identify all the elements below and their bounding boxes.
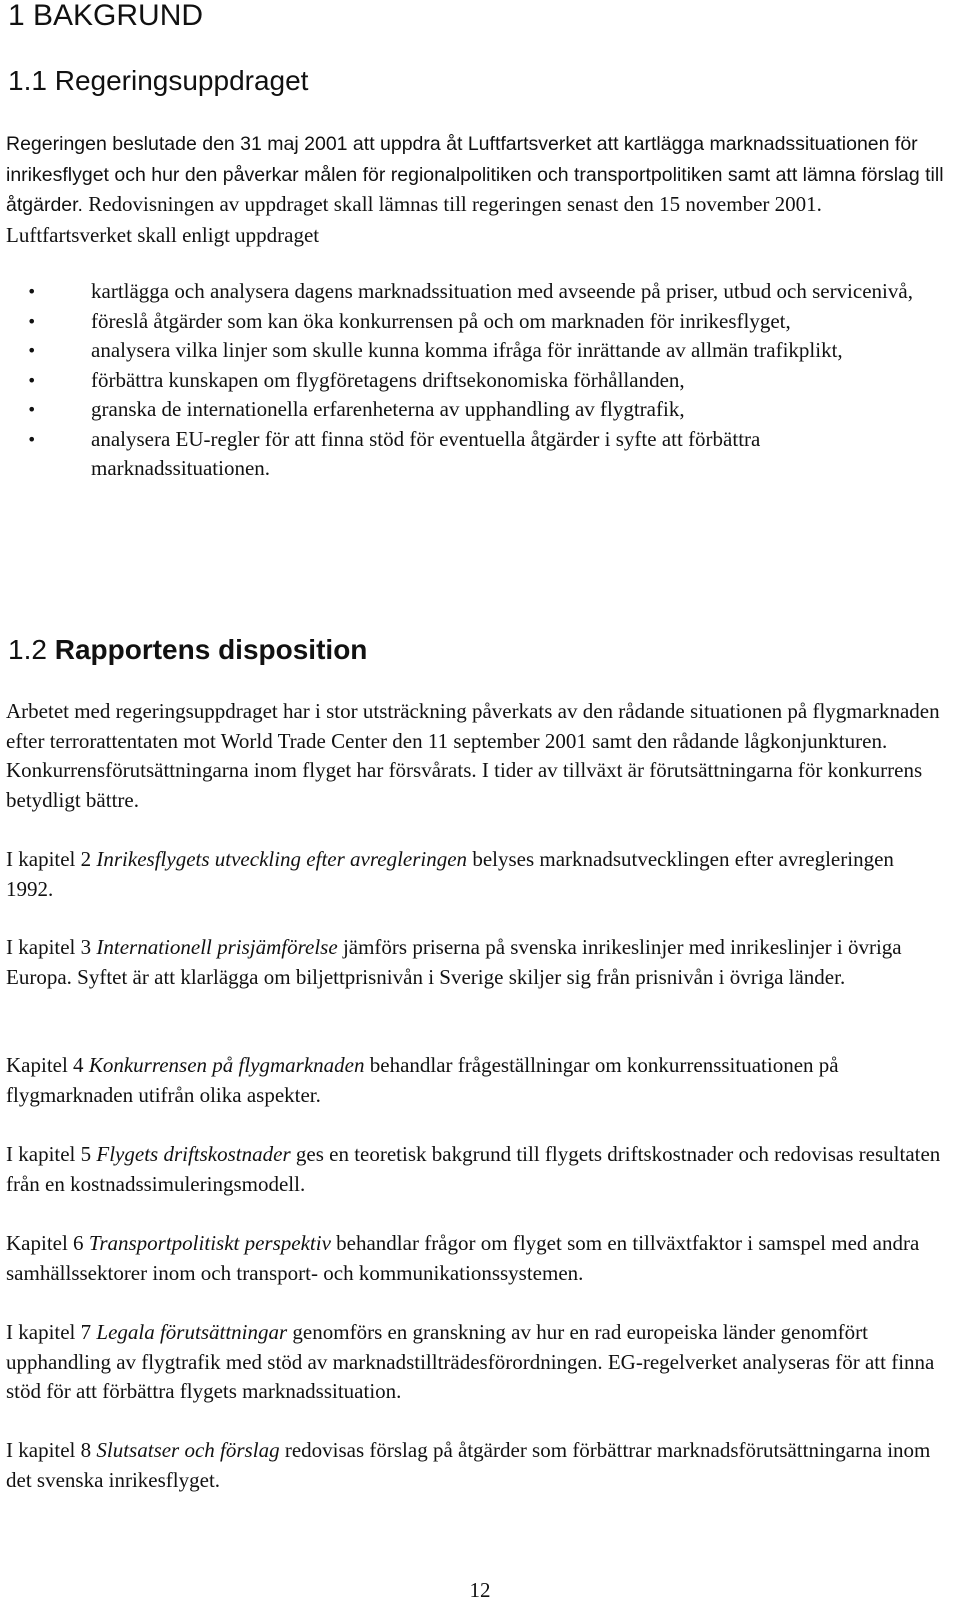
chapter-description: behandlar frågor om flyget som en tillväxtfaktor i samspel med andra samhällssektorer inom och transport- och kommunikationssystemen. (6, 1231, 920, 1285)
chapter-title: Legala förutsättningar (96, 1320, 288, 1344)
chapter-prefix: I kapitel 8 (6, 1438, 97, 1462)
list-item (0, 277, 926, 307)
assignment-text-sans: Regeringen beslutade den 31 maj 2001 att uppdra åt Luftfartsverket att kartlägga marknadssituationen för inrikesflyget och hur den påverkar målen för regionalpolitiken och transportpolitiken samt att lämna förslag till åtgärder. (6, 133, 944, 216)
bullet-icon: • (27, 282, 37, 301)
section-number: 1.2 (8, 634, 47, 665)
chapter-description: redovisas förslag på åtgärder som förbättrar marknadsförutsättningarna inom det svenska inrikesflyget. (6, 1438, 931, 1492)
page-number: 12 (469, 1578, 491, 1602)
section-title: Rapportens disposition (54, 634, 368, 665)
chapter-title: Inrikesflygets utveckling efter avregleringen (96, 847, 468, 871)
assignment-text-serif: Redovisningen av uppdraget skall lämnas till regeringen senast den 15 november 2001. Luftfartsverket skall enligt uppdraget (6, 192, 822, 247)
chapter-8-paragraph (6, 1436, 946, 1495)
chapter-prefix: I kapitel 7 (6, 1320, 97, 1344)
chapter-3-paragraph (6, 933, 946, 992)
chapter-description: ges en teoretisk bakgrund till flygets driftskostnader och redovisas resultaten från en kostnadssimuleringsmodell. (6, 1142, 941, 1196)
chapter-prefix: Kapitel 6 (6, 1231, 89, 1255)
bullet-icon: • (27, 400, 37, 419)
chapter-title: Konkurrensen på flygmarknaden (88, 1053, 365, 1077)
chapter-title: Transportpolitiskt perspektiv (88, 1231, 331, 1255)
bullet-icon: • (27, 429, 37, 449)
bullet-icon: • (27, 311, 37, 331)
chapter-prefix: I kapitel 5 (6, 1142, 97, 1166)
list-item (0, 366, 926, 396)
list-item-text: analysera EU-regler för att finna stöd för eventuella åtgärder i syfte att förbättra marknadssituationen. (91, 426, 761, 480)
chapter-description: behandlar frågeställningar om konkurrenssituationen på flygmarknaden utifrån olika aspekter. (6, 1053, 839, 1107)
section-heading-1-1 (8, 64, 308, 98)
chapter-heading: 1 BAKGRUND (8, 0, 204, 32)
chapter-6-paragraph (6, 1229, 946, 1288)
list-item-text: kartlägga och analysera dagens marknadssituation med avseende på priser, utbud och servicenivå, (91, 279, 913, 303)
list-item-text: granska de internationella erfarenheterna av upphandling av flygtrafik, (91, 397, 685, 421)
chapter-prefix: Kapitel 4 (6, 1053, 89, 1077)
chapter-description: genomförs en granskning av hur en rad europeiska länder genomfört upphandling av flygtrafik med stöd av marknadstillträdesförordningen. EG-regelverket analyseras för att finna stöd för att förbättra flygets marknadssituation. (6, 1320, 935, 1403)
list-item-text: föreslå åtgärder som kan öka konkurrensen på och om marknaden för inrikesflyget, (91, 308, 791, 333)
chapter-5-paragraph (6, 1140, 946, 1199)
chapter-title: Slutsatser och förslag (96, 1438, 280, 1462)
chapter-description: belyses marknadsutvecklingen efter avregleringen 1992. (6, 847, 894, 901)
list-item (0, 336, 926, 366)
chapter-2-paragraph (6, 845, 946, 904)
section-title: Regeringsuppdraget (54, 65, 309, 96)
list-item (0, 307, 926, 337)
chapter-prefix: I kapitel 2 (6, 847, 97, 871)
chapter-title: Internationell prisjämförelse (96, 935, 338, 959)
list-item-text: förbättra kunskapen om flygföretagens driftsekonomiska förhållanden, (91, 367, 685, 392)
chapter-7-paragraph (6, 1318, 946, 1407)
bullet-icon: • (27, 341, 37, 360)
assignment-bullet-list (0, 277, 950, 484)
bullet-icon: • (27, 370, 37, 390)
chapter-4-paragraph (6, 1051, 946, 1110)
section-heading-1-2 (8, 633, 367, 667)
section-number: 1.1 (8, 65, 47, 96)
chapter-title: Flygets driftskostnader (96, 1142, 291, 1166)
chapter-prefix: I kapitel 3 (6, 935, 97, 959)
chapter-description: jämförs priserna på svenska inrikeslinjer med inrikeslinjer i övriga Europa. Syftet är att klarlägga om biljettprisnivån i Sverige skiljer sig från prisnivån i övriga länder. (6, 935, 902, 989)
list-item (0, 395, 926, 425)
disposition-intro-paragraph: Arbetet med regeringsuppdraget har i stor utsträckning påverkats av den rådande situationen på flygmarknaden efter terrorattentaten mot World Trade Center den 11 september 2001 samt den rådande lågkonjunkturen. Konkurrensförutsättningarna inom flyget har försvårats. I tider av tillväxt är förutsättningarna för konkurrens betydligt bättre. (6, 699, 940, 812)
assignment-paragraph (6, 129, 946, 250)
list-item (0, 425, 926, 484)
list-item-text: analysera vilka linjer som skulle kunna komma ifråga för inrättande av allmän trafikplikt, (91, 338, 843, 362)
